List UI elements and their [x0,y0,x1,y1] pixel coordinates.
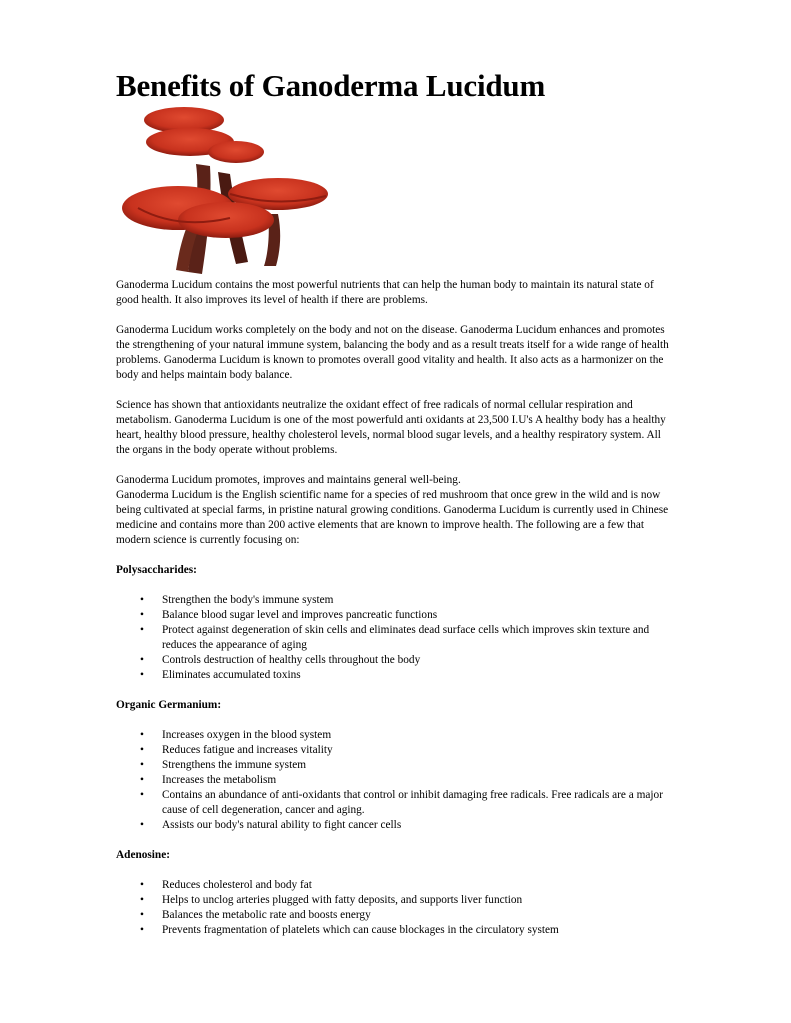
bullet-icon: • [140,624,144,636]
list-item: • Strengthens the immune system [140,759,307,771]
bullet-icon: • [140,669,144,681]
list-item: • Controls destruction of healthy cells throughout the body [140,654,421,666]
antioxidant-paragraph: Science has shown that antioxidants neutralize the oxidant effect of free radicals of normal cellular respiration and metabolism. Ganoderma Lucidum is one of the most powerfuld anti oxidants at 23,500 I.U's A healthy body has a healthy heart, healthy blood pressure, healthy cholesterol levels, normal blood sugar levels, and a healthy respiratory system. All the organs in the body operate without problems. [116,399,666,456]
list-item: • Helps to unclog arteries plugged with fatty deposits, and supports liver function [140,894,523,906]
bullet-icon: • [140,909,144,921]
bullet-icon: • [140,759,144,771]
page-title: Benefits of Ganoderma Lucidum [116,68,546,103]
bullet-icon: • [140,774,144,786]
wellbeing-paragraph: Ganoderma Lucidum promotes, improves and maintains general well-being. [116,474,461,486]
bullet-list [116,593,676,683]
list-item: • Contains an abundance of anti-oxidants that control or inhibit damaging free radicals. Free radicals are a major cause of cell degeneration, cancer and aging. [140,789,663,816]
section-title: Polysaccharides: [116,564,197,576]
red-reishi-mushroom-icon [118,104,332,278]
bullet-icon: • [140,819,144,831]
scientific-name-paragraph: Ganoderma Lucidum is the English scientific name for a species of red mushroom that once grew in the wild and is now being cultivated at special farms, in pristine natural growing conditions. Ganoderma Lucidum is currently used in Chinese medicine and contains more than 200 active elements that are known to improve health. The following are a few that modern science is currently focusing on: [116,489,669,546]
list-item: • Prevents fragmentation of platelets which can cause blockages in the circulatory system [140,924,559,936]
list-item: • Reduces fatigue and increases vitality [140,744,333,756]
bullet-icon: • [140,879,144,891]
list-item: • Protect against degeneration of skin cells and eliminates dead surface cells which improves skin texture and reduces the appearance of aging [140,624,650,651]
list-item: • Increases the metabolism [140,774,277,786]
section-title: Adenosine: [116,849,170,861]
bullet-icon: • [140,594,144,606]
list-item: • Strengthen the body's immune system [140,594,334,606]
bullet-icon: • [140,789,144,801]
section-polysaccharides [116,563,676,683]
list-item: • Eliminates accumulated toxins [140,669,301,681]
list-item: • Increases oxygen in the blood system [140,729,332,741]
bullet-icon: • [140,894,144,906]
immune-paragraph: Ganoderma Lucidum works completely on the body and not on the disease. Ganoderma Lucidum enhances and promotes the strengthening of your natural immune system, balancing the body and as a result treats itself for a wide range of health problems. Ganoderma Lucidum is known to promotes overall good vitality and health. It also acts as a harmonizer on the body and helps maintain body balance. [116,324,669,381]
bullet-icon: • [140,924,144,936]
list-item: • Balance blood sugar level and improves pancreatic functions [140,609,438,621]
bullet-icon: • [140,729,144,741]
section-organic-germanium [116,698,676,833]
section-title: Organic Germanium: [116,699,222,711]
bullet-icon: • [140,654,144,666]
bullet-icon: • [140,744,144,756]
list-item: • Assists our body's natural ability to fight cancer cells [140,819,402,831]
intro-paragraph: Ganoderma Lucidum contains the most powerful nutrients that can help the human body to maintain its natural state of good health. It also improves its level of health if there are problems. [116,279,654,306]
bullet-icon: • [140,609,144,621]
list-item: • Balances the metabolic rate and boosts energy [140,909,371,921]
list-item: • Reduces cholesterol and body fat [140,879,312,891]
document-body [116,278,676,953]
bullet-list [116,878,676,938]
section-adenosine [116,848,676,938]
bullet-list [116,728,676,833]
